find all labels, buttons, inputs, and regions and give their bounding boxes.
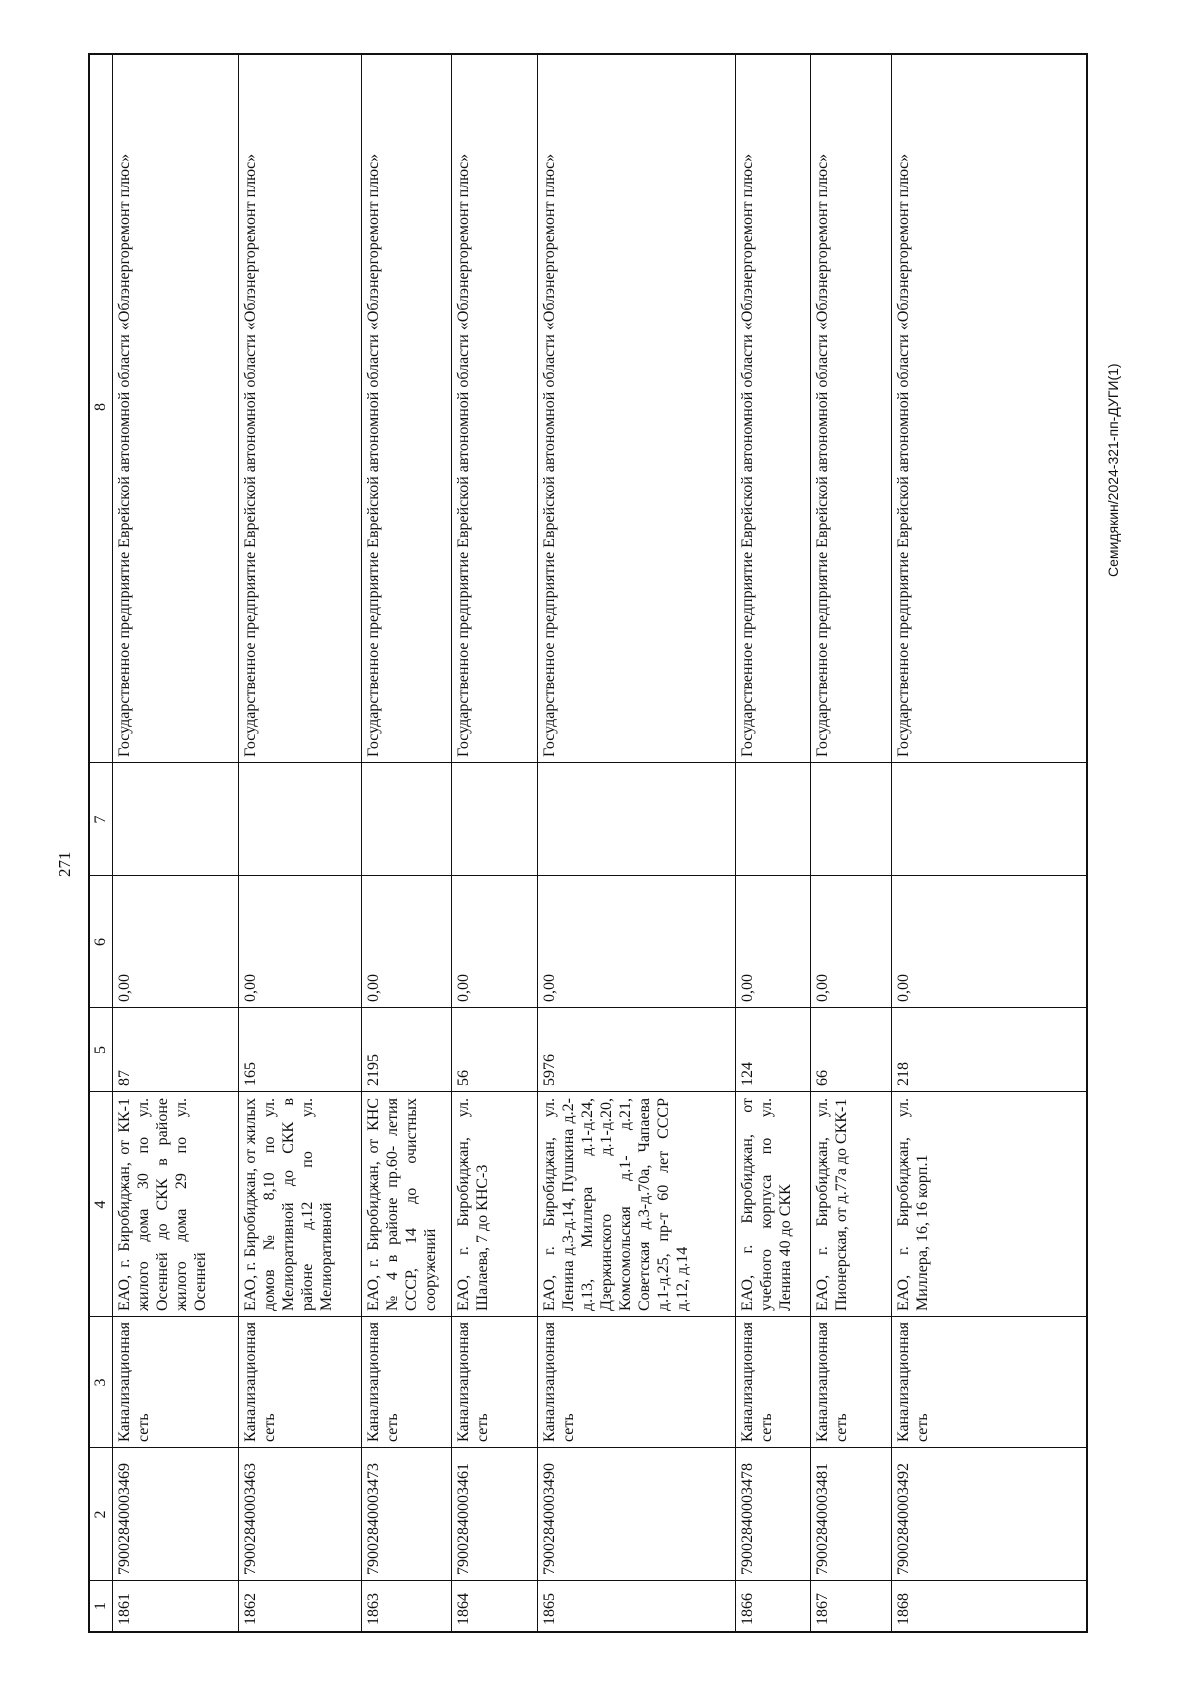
cell-owner: Государственное предприятие Еврейской автономной области «Облэнергоремонт плюс» (365, 153, 382, 757)
cell-note (452, 763, 537, 876)
column-number-header: 1 (92, 1602, 109, 1610)
cell-cost-value: 0,00 (541, 974, 558, 1002)
cell-note (113, 763, 238, 876)
cell-length-value: 66 (814, 1070, 831, 1086)
cell-length-value: 218 (895, 1062, 912, 1086)
cell-object-address: ЕАО, г. Биробиджан, от учебного корпуса по ул. Ленина 40 до СКК (739, 1098, 794, 1311)
cell-note (362, 763, 451, 876)
cell-cadastral-number: 79002840003461 (455, 1463, 472, 1575)
cell-owner: Государственное предприятие Еврейской автономной области «Облэнергоремонт плюс» (455, 153, 472, 757)
page-number: 271 (55, 851, 74, 877)
column-number-header: 7 (92, 815, 109, 824)
column-number-header: 8 (92, 403, 109, 411)
cell-object-address: ЕАО, г. Биробиджан, ул. Шалаева, 7 до КНС-3 (455, 1098, 491, 1311)
cell-row-number: 1863 (365, 1593, 382, 1625)
cell-cost-value: 0,00 (814, 974, 831, 1002)
column-number-header: 6 (92, 938, 109, 946)
column-number-header: 4 (92, 1200, 109, 1209)
cell-note (239, 763, 361, 876)
cell-object-type: Канализационная сеть (242, 1321, 278, 1442)
cell-row-number: 1862 (242, 1593, 259, 1625)
cell-row-number: 1868 (895, 1593, 912, 1625)
cell-object-address: ЕАО, г. Биробиджан, от КНС № 4 в районе пр.60- летия СССР, 14 до очистных сооружений (365, 1098, 439, 1311)
cell-length-value: 165 (242, 1062, 259, 1086)
cell-object-address: ЕАО, г. Биробиджан, от жилых домов № 8,10 по ул. Мелиоративной до СКК в районе д.12 по ул. Мелиоративной (242, 1098, 335, 1311)
cell-length-value: 2195 (365, 1054, 382, 1086)
cell-cost-value: 0,00 (895, 974, 912, 1002)
column-number-header: 2 (92, 1510, 109, 1519)
cell-cadastral-number: 79002840003478 (739, 1463, 756, 1575)
cell-object-address: ЕАО, г. Биробиджан, от КК-1 жилого дома 30 по ул. Осенней до СКК в районе жилого дома 29 по ул. Осенней (116, 1098, 209, 1311)
cell-cost-value: 0,00 (739, 974, 756, 1002)
cell-cadastral-number: 79002840003481 (814, 1463, 831, 1575)
cell-object-address: ЕАО, г. Биробиджан, ул. Пионерская, от д.77а до СКК-1 (814, 1098, 850, 1311)
cell-cost-value: 0,00 (365, 974, 382, 1002)
cell-row-number: 1866 (739, 1593, 756, 1625)
cell-object-type: Канализационная сеть (116, 1321, 152, 1442)
column-number-header: 3 (92, 1378, 109, 1387)
cell-cadastral-number: 79002840003463 (242, 1463, 259, 1575)
cell-object-type: Канализационная сеть (365, 1321, 401, 1442)
cell-note (538, 763, 735, 876)
cell-length-value: 5976 (541, 1054, 558, 1086)
cell-note (736, 763, 810, 876)
cell-cadastral-number: 79002840003473 (365, 1463, 382, 1575)
cell-row-number: 1865 (541, 1593, 558, 1625)
cell-owner: Государственное предприятие Еврейской автономной области «Облэнергоремонт плюс» (116, 153, 133, 757)
column-number-header: 5 (92, 1046, 109, 1054)
cell-row-number: 1867 (814, 1593, 831, 1625)
cell-owner: Государственное предприятие Еврейской автономной области «Облэнергоремонт плюс» (739, 153, 756, 757)
cell-length-value: 56 (455, 1070, 472, 1086)
cell-object-type: Канализационная сеть (895, 1321, 931, 1442)
cell-owner: Государственное предприятие Еврейской автономной области «Облэнергоремонт плюс» (541, 153, 558, 757)
cell-cadastral-number: 79002840003469 (116, 1463, 133, 1575)
cell-note (892, 763, 1090, 876)
cell-cadastral-number: 79002840003492 (895, 1463, 912, 1575)
cell-owner: Государственное предприятие Еврейской автономной области «Облэнергоремонт плюс» (814, 153, 831, 757)
cell-object-address: ЕАО, г. Биробиджан, ул. Миллера, 16, 16 корп.1 (895, 1098, 931, 1311)
cell-owner: Государственное предприятие Еврейской автономной области «Облэнергоремонт плюс» (895, 153, 912, 757)
cell-cadastral-number: 79002840003490 (541, 1463, 558, 1575)
cell-length-value: 124 (739, 1062, 756, 1086)
cell-length-value: 87 (116, 1070, 133, 1086)
cell-object-type: Канализационная сеть (455, 1321, 491, 1442)
cell-object-address: ЕАО, г. Биробиджан, ул. Ленина д.3-д.14, Пушкина д.2-д.13, Миллера д.1-д.24, Дзержинского д.1-д.20, Комсомольская д.1- д.21, Советская д.3-д.70а, Чапаева д.1-д.25, пр-т 60 лет СССР д.12, д.14 (541, 1098, 691, 1311)
cell-note (811, 763, 891, 876)
cell-cost-value: 0,00 (242, 974, 259, 1002)
cell-cost-value: 0,00 (455, 974, 472, 1002)
cell-object-type: Канализационная сеть (739, 1321, 775, 1442)
cell-object-type: Канализационная сеть (541, 1321, 577, 1442)
registry-table (88, 53, 1088, 1633)
cell-row-number: 1861 (116, 1593, 133, 1625)
cell-row-number: 1864 (455, 1593, 472, 1625)
cell-object-type: Канализационная сеть (814, 1321, 850, 1442)
document-footer: Семидякин/2024-321-пп-ДУГИ(1) (1105, 363, 1121, 577)
cell-cost-value: 0,00 (116, 974, 133, 1002)
cell-owner: Государственное предприятие Еврейской автономной области «Облэнергоремонт плюс» (242, 153, 259, 757)
